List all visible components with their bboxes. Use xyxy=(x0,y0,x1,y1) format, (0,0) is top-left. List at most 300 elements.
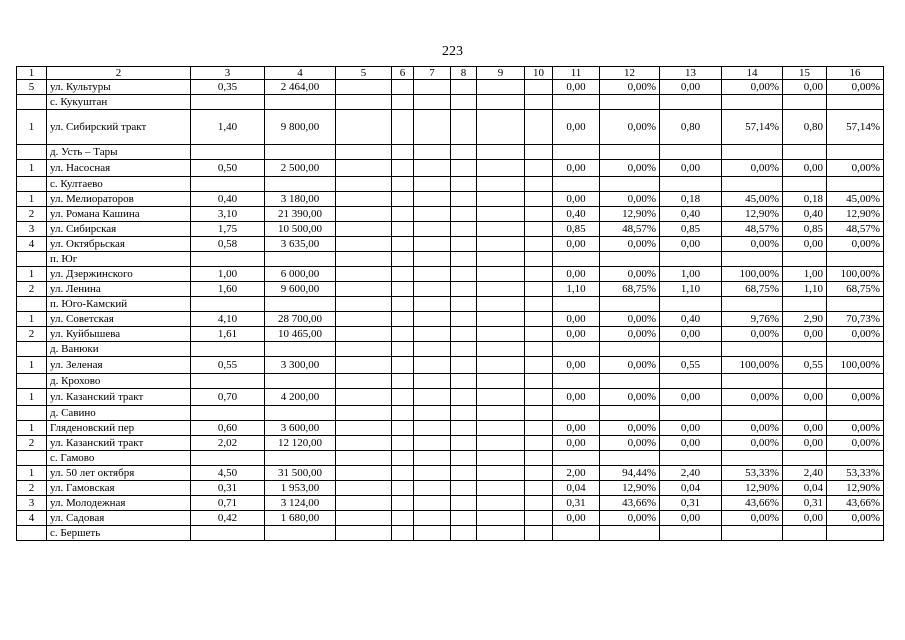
table-cell xyxy=(392,436,414,451)
street-name: ул. Мелиораторов xyxy=(47,192,191,207)
column-header: 15 xyxy=(783,67,827,80)
table-cell: 28 700,00 xyxy=(265,312,336,327)
table-cell: 0,00% xyxy=(600,160,660,177)
table-cell xyxy=(336,406,392,421)
table-cell xyxy=(336,466,392,481)
table-cell: 0,00 xyxy=(553,160,600,177)
table-cell: 57,14% xyxy=(827,110,884,145)
table-cell xyxy=(336,451,392,466)
table-cell xyxy=(17,526,47,541)
table-cell: 1 xyxy=(17,160,47,177)
table-cell xyxy=(525,297,553,312)
table-cell xyxy=(525,252,553,267)
table-cell: 0,00% xyxy=(600,192,660,207)
table-cell xyxy=(451,237,477,252)
table-cell xyxy=(414,342,451,357)
table-cell: 0,04 xyxy=(783,481,827,496)
table-cell xyxy=(525,481,553,496)
table-cell xyxy=(783,145,827,160)
table-cell xyxy=(525,160,553,177)
table-cell: 0,00% xyxy=(722,436,783,451)
table-cell xyxy=(827,342,884,357)
table-cell: 0,00 xyxy=(660,80,722,95)
table-cell xyxy=(600,451,660,466)
table-cell xyxy=(414,526,451,541)
table-cell xyxy=(414,327,451,342)
table-cell xyxy=(392,374,414,389)
table-row xyxy=(17,312,884,327)
locality-name: д. Усть – Тары xyxy=(47,145,191,160)
table-cell: 0,00 xyxy=(553,80,600,95)
table-cell xyxy=(392,252,414,267)
table-cell: 0,50 xyxy=(191,160,265,177)
table-cell xyxy=(477,526,525,541)
table-cell xyxy=(414,496,451,511)
table-cell xyxy=(660,374,722,389)
street-name: ул. Куйбышева xyxy=(47,327,191,342)
table-cell: 0,85 xyxy=(660,222,722,237)
table-cell: 0,31 xyxy=(191,481,265,496)
table-cell: 70,73% xyxy=(827,312,884,327)
table-cell xyxy=(336,526,392,541)
table-cell xyxy=(451,496,477,511)
table-cell xyxy=(477,252,525,267)
table-cell: 0,00 xyxy=(660,327,722,342)
table-cell xyxy=(477,327,525,342)
table-cell xyxy=(477,357,525,374)
table-cell: 0,42 xyxy=(191,511,265,526)
table-cell xyxy=(783,177,827,192)
table-cell: 5 xyxy=(17,80,47,95)
section-row xyxy=(17,145,884,160)
column-header: 16 xyxy=(827,67,884,80)
table-row xyxy=(17,389,884,406)
table-cell xyxy=(600,526,660,541)
table-cell xyxy=(191,342,265,357)
table-cell: 0,00 xyxy=(783,237,827,252)
table-cell xyxy=(783,406,827,421)
table-cell: 0,00 xyxy=(553,192,600,207)
table-cell: 10 500,00 xyxy=(265,222,336,237)
table-cell: 68,75% xyxy=(600,282,660,297)
table-cell xyxy=(191,145,265,160)
table-cell xyxy=(414,389,451,406)
table-cell xyxy=(414,252,451,267)
column-header: 10 xyxy=(525,67,553,80)
table-cell xyxy=(336,237,392,252)
table-cell xyxy=(392,237,414,252)
table-cell xyxy=(477,160,525,177)
table-cell: 0,00 xyxy=(553,436,600,451)
table-cell: 2 xyxy=(17,282,47,297)
table-header-row xyxy=(17,67,884,80)
table-cell xyxy=(827,145,884,160)
locality-name: д. Савино xyxy=(47,406,191,421)
table-row xyxy=(17,466,884,481)
street-name: ул. Советская xyxy=(47,312,191,327)
column-header: 6 xyxy=(392,67,414,80)
table-cell: 0,00 xyxy=(783,421,827,436)
table-cell xyxy=(191,177,265,192)
table-cell: 0,00% xyxy=(722,80,783,95)
table-cell: 2 464,00 xyxy=(265,80,336,95)
table-cell: 0,00 xyxy=(783,80,827,95)
table-cell: 0,00% xyxy=(600,327,660,342)
street-name: ул. Романа Кашина xyxy=(47,207,191,222)
table-cell: 0,00% xyxy=(827,511,884,526)
table-cell xyxy=(827,95,884,110)
table-cell: 0,00% xyxy=(722,421,783,436)
table-cell xyxy=(265,297,336,312)
table-cell xyxy=(392,80,414,95)
table-cell xyxy=(600,406,660,421)
table-cell xyxy=(525,80,553,95)
street-name: ул. Культуры xyxy=(47,80,191,95)
section-row xyxy=(17,177,884,192)
table-row xyxy=(17,80,884,95)
table-cell xyxy=(525,389,553,406)
table-cell: 0,00 xyxy=(553,237,600,252)
table-cell: 0,00% xyxy=(600,357,660,374)
table-cell: 0,00 xyxy=(660,511,722,526)
table-cell xyxy=(600,95,660,110)
table-cell xyxy=(477,192,525,207)
table-cell: 0,00 xyxy=(783,389,827,406)
table-cell xyxy=(525,374,553,389)
table-cell xyxy=(336,297,392,312)
table-cell xyxy=(17,95,47,110)
table-cell xyxy=(451,95,477,110)
table-cell: 100,00% xyxy=(827,357,884,374)
table-cell: 2,90 xyxy=(783,312,827,327)
table-row xyxy=(17,496,884,511)
street-name: ул. Зеленая xyxy=(47,357,191,374)
table-cell xyxy=(477,374,525,389)
table-cell xyxy=(783,526,827,541)
table-cell: 12 120,00 xyxy=(265,436,336,451)
table-cell: 0,00 xyxy=(553,421,600,436)
street-name: ул. Садовая xyxy=(47,511,191,526)
table-cell xyxy=(525,357,553,374)
table-cell xyxy=(392,406,414,421)
section-row xyxy=(17,342,884,357)
table-cell xyxy=(414,436,451,451)
table-cell xyxy=(336,421,392,436)
table-cell: 3 xyxy=(17,222,47,237)
table-cell: 3 xyxy=(17,496,47,511)
table-row xyxy=(17,110,884,145)
table-cell: 0,00 xyxy=(553,312,600,327)
table-cell: 0,00% xyxy=(827,80,884,95)
table-cell xyxy=(451,374,477,389)
table-cell xyxy=(414,222,451,237)
table-cell xyxy=(600,252,660,267)
table-cell xyxy=(525,222,553,237)
table-cell xyxy=(553,451,600,466)
table-cell: 0,00% xyxy=(600,436,660,451)
table-cell xyxy=(191,406,265,421)
table-cell xyxy=(477,312,525,327)
table-cell: 12,90% xyxy=(600,481,660,496)
table-cell: 0,85 xyxy=(783,222,827,237)
street-name: ул. Октябрьская xyxy=(47,237,191,252)
table-cell: 0,00 xyxy=(553,357,600,374)
locality-name: д. Ванюки xyxy=(47,342,191,357)
section-row xyxy=(17,451,884,466)
table-cell: 12,90% xyxy=(827,207,884,222)
table-cell xyxy=(722,145,783,160)
table-cell xyxy=(414,297,451,312)
table-cell xyxy=(722,451,783,466)
table-cell: 0,71 xyxy=(191,496,265,511)
table-cell xyxy=(525,511,553,526)
table-cell: 2 500,00 xyxy=(265,160,336,177)
table-cell: 68,75% xyxy=(827,282,884,297)
table-cell xyxy=(827,526,884,541)
table-cell xyxy=(827,451,884,466)
locality-name: с. Бершеть xyxy=(47,526,191,541)
table-cell xyxy=(414,177,451,192)
table-cell: 1,60 xyxy=(191,282,265,297)
table-cell xyxy=(336,252,392,267)
table-cell xyxy=(525,237,553,252)
table-cell xyxy=(451,327,477,342)
table-cell xyxy=(451,267,477,282)
locality-name: с. Култаево xyxy=(47,177,191,192)
locality-name: п. Юг xyxy=(47,252,191,267)
table-cell: 0,55 xyxy=(191,357,265,374)
table-row xyxy=(17,327,884,342)
table-cell xyxy=(477,80,525,95)
table-cell: 0,35 xyxy=(191,80,265,95)
table-row xyxy=(17,267,884,282)
table-row xyxy=(17,421,884,436)
table-cell xyxy=(336,207,392,222)
street-name: ул. Казанский тракт xyxy=(47,389,191,406)
table-cell xyxy=(600,342,660,357)
table-cell xyxy=(660,342,722,357)
table-cell xyxy=(600,297,660,312)
table-cell xyxy=(414,145,451,160)
table-cell xyxy=(392,177,414,192)
table-cell: 0,00% xyxy=(827,327,884,342)
table-cell xyxy=(336,327,392,342)
column-header: 12 xyxy=(600,67,660,80)
table-cell xyxy=(451,207,477,222)
table-cell xyxy=(336,222,392,237)
table-cell xyxy=(336,110,392,145)
table-cell xyxy=(477,297,525,312)
table-cell xyxy=(191,374,265,389)
table-cell xyxy=(336,342,392,357)
table-cell xyxy=(392,110,414,145)
table-cell: 0,04 xyxy=(660,481,722,496)
table-cell: 0,00 xyxy=(660,436,722,451)
street-name: ул. Сибирский тракт xyxy=(47,110,191,145)
table-cell xyxy=(827,252,884,267)
table-cell: 9 800,00 xyxy=(265,110,336,145)
table-cell xyxy=(477,110,525,145)
table-cell xyxy=(336,282,392,297)
table-cell xyxy=(336,511,392,526)
table-cell xyxy=(783,297,827,312)
table-cell xyxy=(451,145,477,160)
table-cell: 3 635,00 xyxy=(265,237,336,252)
table-cell xyxy=(17,451,47,466)
table-cell: 0,00% xyxy=(827,160,884,177)
table-cell: 0,00 xyxy=(783,436,827,451)
table-cell: 1,00 xyxy=(191,267,265,282)
table-cell xyxy=(17,374,47,389)
table-cell xyxy=(660,406,722,421)
table-cell xyxy=(477,207,525,222)
table-cell xyxy=(783,342,827,357)
table-cell: 1 xyxy=(17,466,47,481)
table-cell: 0,00 xyxy=(553,511,600,526)
table-cell xyxy=(477,389,525,406)
table-cell xyxy=(722,342,783,357)
table-cell: 2 xyxy=(17,436,47,451)
table-cell: 9 600,00 xyxy=(265,282,336,297)
table-cell xyxy=(336,312,392,327)
table-cell: 0,00% xyxy=(722,160,783,177)
table-cell xyxy=(414,374,451,389)
table-cell: 43,66% xyxy=(827,496,884,511)
table-cell: 4 200,00 xyxy=(265,389,336,406)
table-cell xyxy=(336,177,392,192)
table-cell xyxy=(477,406,525,421)
street-name: ул. 50 лет октября xyxy=(47,466,191,481)
table-row xyxy=(17,160,884,177)
table-cell: 6 000,00 xyxy=(265,267,336,282)
table-cell xyxy=(660,526,722,541)
table-cell xyxy=(451,177,477,192)
table-cell xyxy=(451,192,477,207)
table-cell: 0,00% xyxy=(827,237,884,252)
street-name: ул. Казанский тракт xyxy=(47,436,191,451)
table-cell xyxy=(336,374,392,389)
table-cell xyxy=(451,389,477,406)
table-cell xyxy=(451,511,477,526)
table-cell xyxy=(525,327,553,342)
table-cell: 9,76% xyxy=(722,312,783,327)
table-cell xyxy=(525,207,553,222)
table-cell xyxy=(392,267,414,282)
table-cell: 100,00% xyxy=(722,357,783,374)
street-name: ул. Насосная xyxy=(47,160,191,177)
table-cell xyxy=(392,222,414,237)
data-table xyxy=(16,66,884,541)
table-cell xyxy=(722,297,783,312)
table-cell: 0,00% xyxy=(600,312,660,327)
table-cell: 68,75% xyxy=(722,282,783,297)
table-cell: 0,40 xyxy=(191,192,265,207)
table-cell xyxy=(336,481,392,496)
table-cell xyxy=(392,481,414,496)
table-cell: 0,00% xyxy=(600,80,660,95)
table-cell: 4,10 xyxy=(191,312,265,327)
table-cell xyxy=(553,145,600,160)
table-cell xyxy=(336,95,392,110)
table-row xyxy=(17,481,884,496)
table-cell: 2 xyxy=(17,207,47,222)
table-cell xyxy=(722,406,783,421)
table-cell xyxy=(660,145,722,160)
table-cell xyxy=(722,177,783,192)
table-cell xyxy=(392,327,414,342)
table-cell xyxy=(265,342,336,357)
table-cell: 100,00% xyxy=(722,267,783,282)
table-cell: 48,57% xyxy=(600,222,660,237)
table-cell: 1 xyxy=(17,421,47,436)
table-cell: 0,00 xyxy=(553,267,600,282)
table-cell xyxy=(414,511,451,526)
section-row xyxy=(17,526,884,541)
table-cell xyxy=(392,466,414,481)
table-cell: 1 xyxy=(17,389,47,406)
table-cell xyxy=(336,145,392,160)
table-cell: 1,10 xyxy=(660,282,722,297)
table-cell xyxy=(525,406,553,421)
locality-name: д. Крохово xyxy=(47,374,191,389)
table-cell xyxy=(525,342,553,357)
table-cell xyxy=(451,342,477,357)
table-cell xyxy=(336,496,392,511)
table-cell: 2,40 xyxy=(783,466,827,481)
table-cell xyxy=(392,145,414,160)
table-cell xyxy=(553,297,600,312)
locality-name: с. Гамово xyxy=(47,451,191,466)
table-cell: 1 xyxy=(17,312,47,327)
table-cell: 45,00% xyxy=(827,192,884,207)
table-cell: 1 xyxy=(17,267,47,282)
table-cell: 0,00 xyxy=(783,327,827,342)
table-cell xyxy=(336,436,392,451)
table-cell xyxy=(525,177,553,192)
table-cell xyxy=(265,145,336,160)
table-cell: 43,66% xyxy=(600,496,660,511)
table-cell xyxy=(392,192,414,207)
table-cell: 3,10 xyxy=(191,207,265,222)
table-cell xyxy=(392,297,414,312)
table-cell xyxy=(17,252,47,267)
locality-name: с. Кукуштан xyxy=(47,95,191,110)
table-cell: 1 xyxy=(17,192,47,207)
table-cell xyxy=(525,421,553,436)
table-cell xyxy=(336,267,392,282)
table-cell: 0,18 xyxy=(660,192,722,207)
table-cell xyxy=(525,451,553,466)
table-cell xyxy=(451,297,477,312)
table-cell xyxy=(414,95,451,110)
table-cell: 1 953,00 xyxy=(265,481,336,496)
table-cell: 0,00% xyxy=(600,110,660,145)
table-cell xyxy=(525,312,553,327)
table-cell xyxy=(660,297,722,312)
table-cell xyxy=(451,526,477,541)
table-cell xyxy=(600,145,660,160)
table-body xyxy=(17,67,884,541)
table-cell: 0,55 xyxy=(660,357,722,374)
table-cell xyxy=(451,80,477,95)
column-header: 8 xyxy=(451,67,477,80)
table-cell xyxy=(477,511,525,526)
table-cell xyxy=(525,436,553,451)
table-cell xyxy=(265,177,336,192)
table-cell xyxy=(451,451,477,466)
table-cell: 3 124,00 xyxy=(265,496,336,511)
table-cell: 4 xyxy=(17,237,47,252)
